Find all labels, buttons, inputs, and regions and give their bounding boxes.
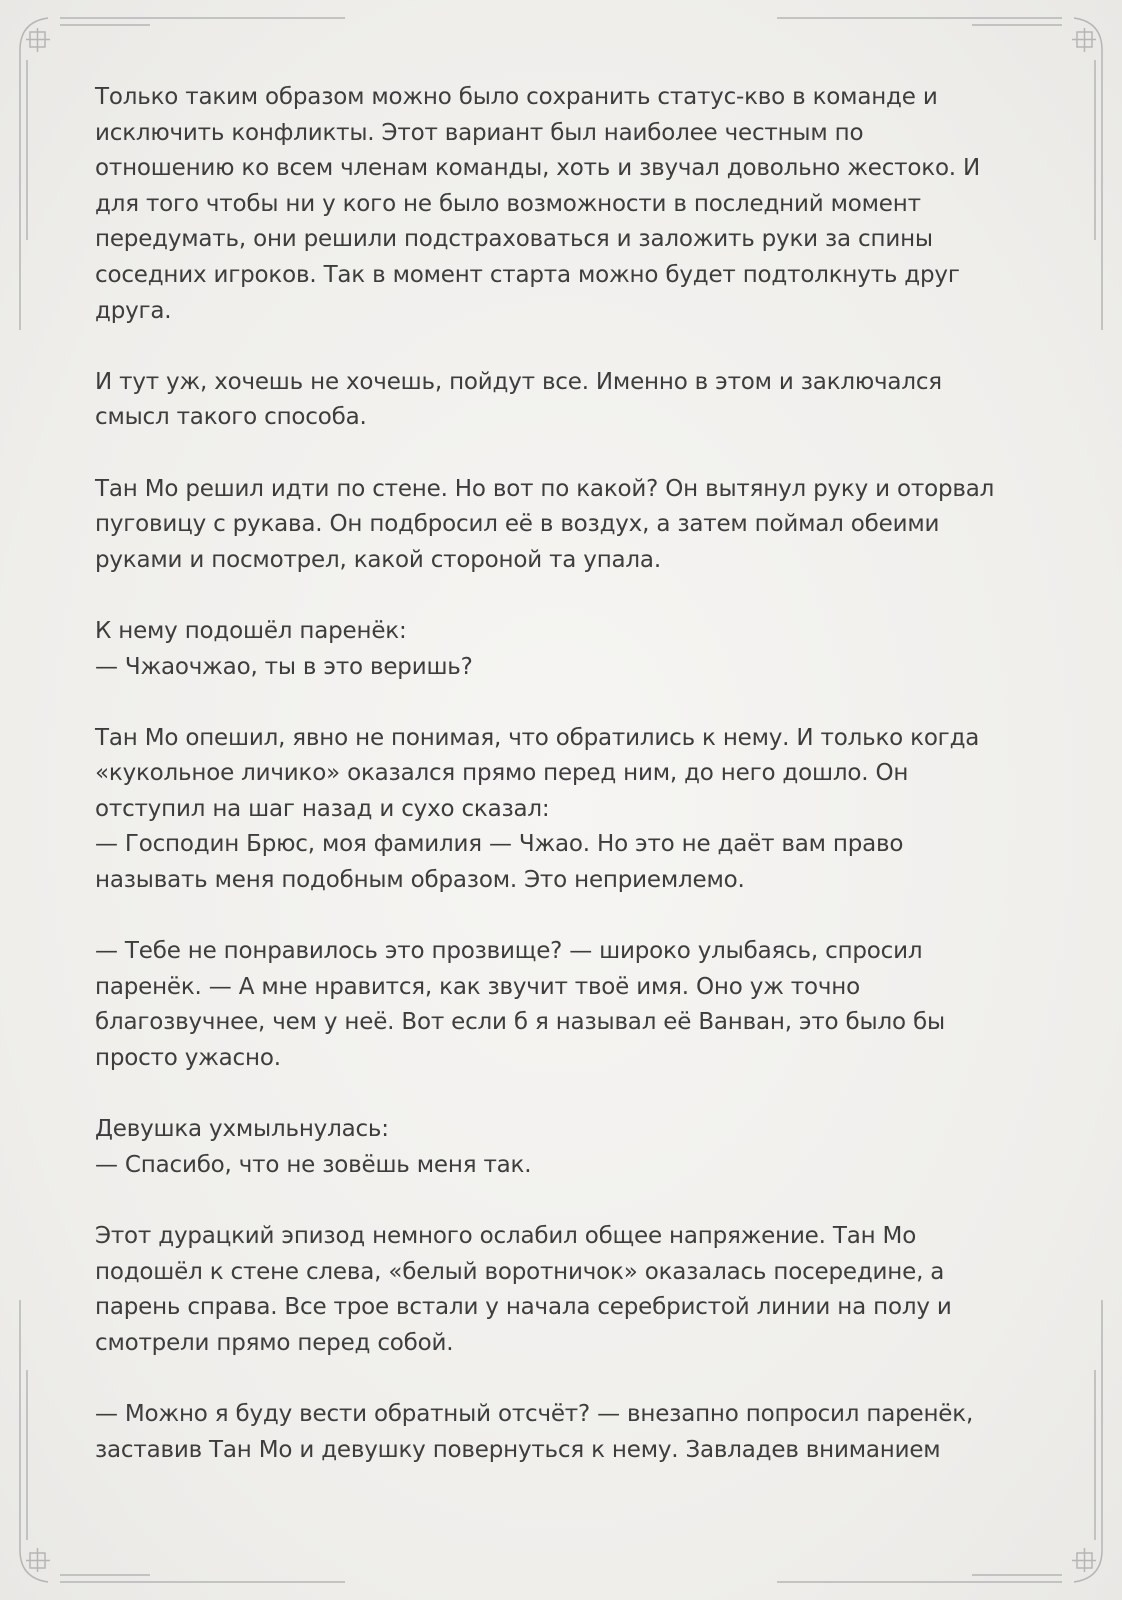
text-line: «кукольное личико» оказался прямо перед ним, до него дошло. Он — [95, 760, 909, 787]
text-line: отношению ко всем членам команды, хоть и звучал довольно жестоко. И — [95, 155, 981, 182]
text-line: Девушка ухмыльнулась: — [95, 1116, 389, 1143]
paragraph — [95, 721, 1015, 899]
text-line: — Господин Брюс, моя фамилия — Чжао. Но это не даёт вам право — [95, 831, 904, 858]
paragraph — [95, 614, 1015, 685]
text-line: благозвучнее, чем у неё. Вот если б я называл её Ванван, это было бы — [95, 1009, 945, 1036]
text-line: Тан Мо опешил, явно не понимая, что обратились к нему. И только когда — [95, 724, 980, 751]
body-text — [95, 80, 1015, 1504]
text-line: называть меня подобным образом. Это неприемлемо. — [95, 867, 745, 894]
paragraph — [95, 472, 1015, 579]
text-line: Тан Мо решил идти по стене. Но вот по какой? Он вытянул руку и оторвал — [95, 475, 995, 502]
text-line: для того чтобы ни у кого не было возможности в последний момент — [95, 190, 921, 217]
paragraph — [95, 1112, 1015, 1183]
text-line: смысл такого способа. — [95, 404, 367, 431]
text-line: — Чжаочжао, ты в это веришь? — [95, 653, 473, 680]
text-line: И тут уж, хочешь не хочешь, пойдут все. Именно в этом и заключался — [95, 368, 942, 395]
paragraph — [95, 80, 1015, 329]
text-line: пуговицу с рукава. Он подбросил её в воздух, а затем поймал обеими — [95, 511, 940, 538]
text-line: — Спасибо, что не зовёшь меня так. — [95, 1151, 532, 1178]
text-line: передумать, они решили подстраховаться и заложить руки за спины — [95, 226, 933, 253]
text-line: соседних игроков. Так в момент старта можно будет подтолкнуть друг — [95, 261, 960, 288]
text-line: исключить конфликты. Этот вариант был наиболее честным по — [95, 119, 864, 146]
text-line: отступил на шаг назад и сухо сказал: — [95, 795, 550, 822]
text-line: — Тебе не понравилось это прозвище? — широко улыбаясь, спросил — [95, 938, 923, 965]
text-line: подошёл к стене слева, «белый воротничок» оказалась посередине, а — [95, 1258, 945, 1285]
text-line: К нему подошёл паренёк: — [95, 617, 407, 644]
text-line: смотрели прямо перед собой. — [95, 1329, 454, 1356]
text-line: Этот дурацкий эпизод немного ослабил общее напряжение. Тан Мо — [95, 1223, 917, 1249]
text-line: заставив Тан Мо и девушку повернуться к нему. Завладев вниманием — [95, 1436, 941, 1463]
paragraph — [95, 1219, 1015, 1361]
text-line: просто ужасно. — [95, 1045, 281, 1072]
text-line: парень справа. Все трое встали у начала серебристой линии на полу и — [95, 1294, 952, 1321]
paragraph — [95, 1397, 1015, 1468]
text-line: — Можно я буду вести обратный отсчёт? — внезапно попросил паренёк, — [95, 1400, 974, 1427]
paragraph — [95, 934, 1015, 1076]
text-line: Только таким образом можно было сохранить статус-кво в команде и — [95, 84, 938, 110]
text-line: паренёк. — А мне нравится, как звучит твоё имя. Оно уж точно — [95, 973, 860, 1000]
text-line: друга. — [95, 297, 172, 324]
paragraph — [95, 365, 1015, 436]
text-line: руками и посмотрел, какой стороной та упала. — [95, 546, 661, 573]
